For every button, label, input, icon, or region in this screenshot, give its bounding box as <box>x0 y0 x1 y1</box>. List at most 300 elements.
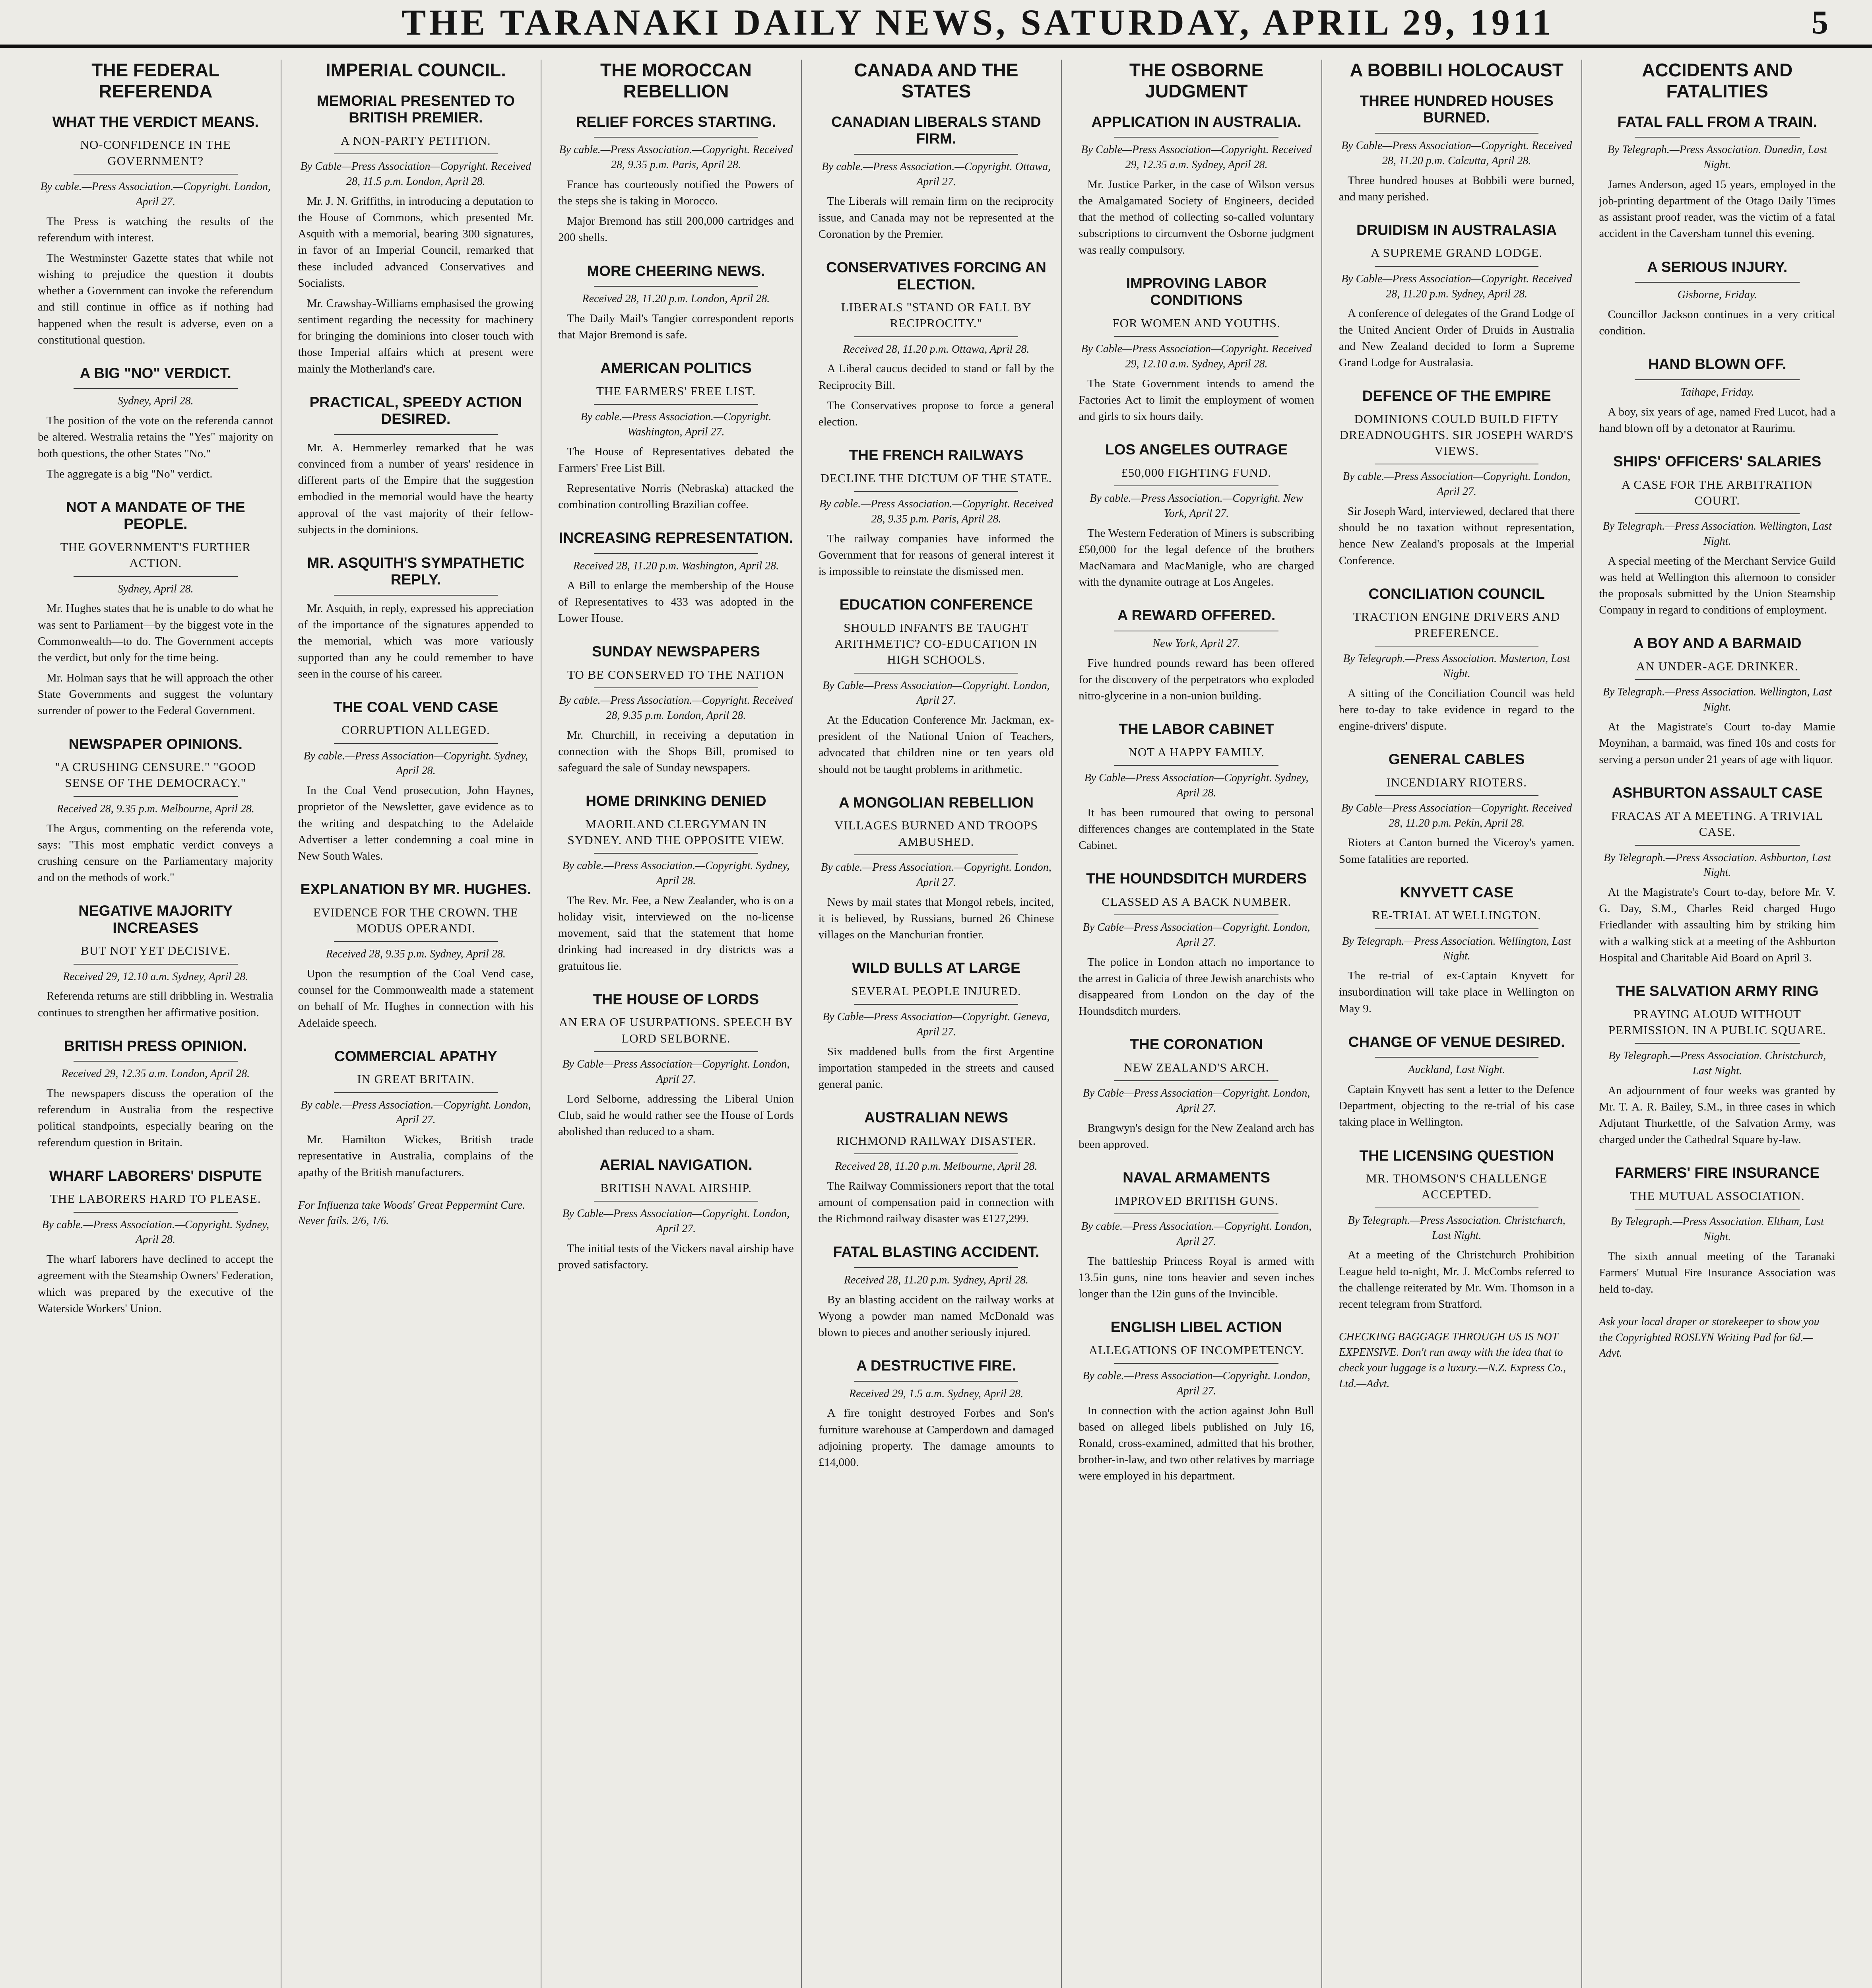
article-paragraph: Five hundred pounds reward has been offered for the discovery of the perpetrators who exploded nitro-glycerine in a non-union building. <box>1079 656 1314 703</box>
article-heading: COMMERCIAL APATHY <box>334 1048 497 1064</box>
article-subheading: BUT NOT YET DECISIVE. <box>81 944 231 958</box>
article-paragraph: In connection with the action against John Bull based on alleged libels published on July 16, Ronald, cross-examined, admitted that his brother, brother-in-law, and two other relatives by marriage were employed in his department. <box>1079 1404 1314 1483</box>
article <box>1079 275 1314 425</box>
article <box>558 530 794 627</box>
divider <box>594 853 758 854</box>
dateline: Received 28, 9.35 p.m. Melbourne, April 28. <box>56 802 254 815</box>
dateline: By Cable—Press Association—Copyright. London, April 27. <box>562 1207 790 1235</box>
article-paragraph: The aggregate is a big "No" verdict. <box>47 467 213 480</box>
article <box>819 1244 1054 1341</box>
dateline: By Cable—Press Association—Copyright. Geneva, April 27. <box>823 1010 1050 1038</box>
article-subheading: FOR WOMEN AND YOUTHS. <box>1112 316 1280 330</box>
article <box>298 93 534 377</box>
article-paragraph: The House of Representatives debated the Farmers' Free List Bill. <box>558 445 794 474</box>
dateline: By cable.—Press Association.—Copyright. New York, April 27. <box>1090 492 1303 520</box>
article-heading: ENGLISH LIBEL ACTION <box>1110 1319 1282 1336</box>
article <box>1599 784 1835 966</box>
divider <box>74 388 238 389</box>
article-paragraph: The Western Federation of Miners is subscribing £50,000 for the legal defence of the brothers MacNamara and MacManigle, who are charged with the dynamite outrage at Los Angeles. <box>1079 526 1314 589</box>
article-heading: CANADIAN LIBERALS STAND FIRM. <box>831 113 1041 147</box>
article-paragraph: Mr. Hamilton Wickes, British trade representative in Australia, complains of the apathy of the British manufacturers. <box>298 1133 534 1179</box>
article-heading: PRACTICAL, SPEEDY ACTION DESIRED. <box>309 394 522 427</box>
dateline: By Telegraph.—Press Association. Masterton, Last Night. <box>1343 652 1570 680</box>
article-paragraph: At a meeting of the Christchurch Prohibition League held to-night, Mr. J. McCombs referred to the challenge reiterated by Mr. Wm. Thomson in a recent telegram from Stratford. <box>1339 1248 1575 1310</box>
article <box>1339 93 1575 205</box>
article-heading: EDUCATION CONFERENCE <box>839 596 1033 613</box>
article-heading: A BOY AND A BARMAID <box>1633 635 1802 652</box>
column-headline: THE OSBORNE JUDGMENT <box>1129 60 1264 101</box>
dateline: Received 28, 11.20 p.m. Melbourne, April 28. <box>835 1160 1038 1173</box>
article <box>558 263 794 344</box>
article <box>38 1038 274 1151</box>
article-heading: MEMORIAL PRESENTED TO BRITISH PREMIER. <box>316 92 515 126</box>
article-paragraph: The Railway Commissioners report that the total amount of compensation paid in connection with the Richmond railway disaster was £127,299. <box>818 1179 1054 1225</box>
article <box>558 1157 794 1273</box>
article-paragraph: The police in London attach no importance to the arrest in Galicia of three Jewish anarchists who disappeared from London on the day of the Houndsditch murders. <box>1079 955 1314 1018</box>
article-paragraph: Mr. Churchill, in receiving a deputation in connection with the Shops Bill, promised to safeguard the sale of Sunday newspapers. <box>558 728 794 775</box>
article-paragraph: Representative Norris (Nebraska) attacked the combination controlling Brazilian coffee. <box>558 482 794 511</box>
divider <box>1635 845 1800 846</box>
article-heading: SUNDAY NEWSPAPERS <box>592 643 760 660</box>
divider <box>854 854 1018 855</box>
article-subheading: CORRUPTION ALLEGED. <box>341 723 490 737</box>
article <box>558 643 794 776</box>
article <box>558 991 794 1140</box>
dateline: By cable.—Press Association.—Copyright. London, April 27. <box>1081 1220 1312 1248</box>
article-paragraph: A conference of delegates of the Grand Lodge of the United Ancient Order of Druids in Australia and New Zealand decided to form a Supreme Grand Lodge for Australasia. <box>1339 307 1575 369</box>
article-paragraph: Mr. A. Hemmerley remarked that he was convinced from a number of years' residence in different parts of the Empire that the suggestion embodied in the memorial would have the hearty approval of the vast majority of their fellow-subjects in the dominions. <box>298 441 534 536</box>
divider <box>854 1153 1018 1154</box>
divider <box>334 1092 498 1093</box>
article-heading: SHIPS' OFFICERS' SALARIES <box>1613 453 1822 470</box>
advertisement: Ask your local draper or storekeeper to show you the Copyrighted ROSLYN Writing Pad for 6d.—Advt. <box>1599 1316 1820 1359</box>
dateline: By cable.—Press Association.—Copyright. Ottawa, April 27. <box>821 160 1051 188</box>
article <box>1339 388 1575 569</box>
article-subheading: IMPROVED BRITISH GUNS. <box>1114 1193 1278 1208</box>
article-paragraph: Major Bremond has still 200,000 cartridges and 200 shells. <box>558 215 794 244</box>
divider <box>74 1061 238 1062</box>
article-heading: AMERICAN POLITICS <box>600 360 752 377</box>
dateline: Received 29, 12.10 a.m. Sydney, April 28. <box>63 970 248 983</box>
article-heading: LOS ANGELES OUTRAGE <box>1105 441 1288 458</box>
dateline: By cable.—Press Association.—Copyright. London, April 27. <box>301 1099 531 1126</box>
article <box>298 1048 534 1181</box>
article-subheading: SEVERAL PEOPLE INJURED. <box>851 984 1021 998</box>
divider <box>1114 1363 1278 1364</box>
divider <box>594 404 758 405</box>
dateline: By Cable—Press Association—Copyright. London, April 27. <box>562 1058 790 1085</box>
article-subheading: A CASE FOR THE ARBITRATION COURT. <box>1621 477 1813 507</box>
article-subheading: THE LABORERS HARD TO PLEASE. <box>50 1192 261 1206</box>
divider <box>594 687 758 688</box>
article <box>1079 441 1314 590</box>
article-heading: FATAL BLASTING ACCIDENT. <box>833 1244 1040 1260</box>
dateline: Received 28, 11.20 p.m. Washington, April 28. <box>573 559 779 572</box>
article-paragraph: Mr. J. N. Griffiths, in introducing a deputation to the House of Commons, which presented Mr. Asquith with a memorial, bearing 300 signatures, in favor of an Imperial Council, remarked that these included advanced Conservatives and Socialists. <box>298 194 534 289</box>
article-heading: HOME DRINKING DENIED <box>586 793 766 810</box>
dateline: Taihape, Friday. <box>1680 386 1754 398</box>
dateline: Received 28, 11.20 p.m. Ottawa, April 28. <box>843 343 1030 355</box>
dateline: By Cable—Press Association—Copyright. London, April 27. <box>1082 1087 1310 1114</box>
article-heading: THE CORONATION <box>1130 1036 1263 1053</box>
article-subheading: A SUPREME GRAND LODGE. <box>1371 246 1543 260</box>
article-paragraph: A Liberal caucus decided to stand or fall by the Reciprocity Bill. <box>818 362 1054 392</box>
article-heading: CONSERVATIVES FORCING AN ELECTION. <box>826 259 1046 293</box>
divider <box>1635 679 1800 680</box>
article-heading: THE HOUNDSDITCH MURDERS <box>1086 870 1307 887</box>
dateline: By cable.—Press Association.—Copyright. London, April 27. <box>821 861 1051 889</box>
article-subheading: NO-CONFIDENCE IN THE GOVERNMENT? <box>80 138 231 168</box>
dateline: Sydney, April 28. <box>117 395 194 408</box>
article <box>1599 635 1835 768</box>
divider <box>74 796 238 797</box>
divider <box>1114 1080 1278 1081</box>
article-paragraph: France has courteously notified the Powers of the steps she is taking in Morocco. <box>558 178 794 208</box>
article-paragraph: The initial tests of the Vickers naval airship have proved satisfactory. <box>558 1242 794 1271</box>
article-paragraph: At the Magistrate's Court to-day, before Mr. V. G. Day, S.M., Charles Reid charged Hugo Friedlander with assaulting him by striking him with a walking stick at a meeting of the Ashburton Hospital and Charitable Aid Board on April 3. <box>1599 886 1835 964</box>
newspaper-title: THE TARANAKI DAILY NEWS, SATURDAY, APRIL 29, 1911 <box>402 2 1554 43</box>
article-paragraph: The re-trial of ex-Captain Knyvett for insubordination will take place in Wellington on May 9. <box>1339 969 1575 1015</box>
divider <box>594 1201 758 1202</box>
column-headline: A BOBBILI HOLOCAUST <box>1350 60 1564 80</box>
article <box>38 903 274 1021</box>
article-subheading: A NON-PARTY PETITION. <box>341 133 491 148</box>
divider <box>1635 137 1800 138</box>
article-subheading: AN ERA OF USURPATIONS. SPEECH BY LORD SELBORNE. <box>559 1015 793 1045</box>
article-heading: THE SALVATION ARMY RING <box>1616 982 1819 999</box>
article-heading: NOT A MANDATE OF THE PEOPLE. <box>66 499 245 532</box>
article-paragraph: The Daily Mail's Tangier correspondent reports that Major Bremond is safe. <box>558 312 794 342</box>
article-paragraph: A sitting of the Conciliation Council was held here to-day to take evidence in regard to the engine-drivers' dispute. <box>1339 687 1575 732</box>
article <box>1079 721 1314 854</box>
article-heading: CHANGE OF VENUE DESIRED. <box>1348 1033 1565 1050</box>
dateline: By Cable—Press Association—Copyright. Received 28, 11.20 p.m. Calcutta, April 28. <box>1341 139 1572 167</box>
article-heading: GENERAL CABLES <box>1388 751 1525 768</box>
article-heading: A DESTRUCTIVE FIRE. <box>856 1357 1016 1374</box>
news-column <box>1339 60 1583 1988</box>
dateline: By Telegraph.—Press Association. Wellington, Last Night. <box>1602 520 1832 547</box>
article-heading: BRITISH PRESS OPINION. <box>64 1037 247 1054</box>
article <box>1599 356 1835 437</box>
article-paragraph: The Westminster Gazette states that while not wishing to prejudice the question it doubts whether a Government can invoke the referendum and still continue in office as if nothing had happened when the result is adverse, even on a constitutional question. <box>38 251 274 346</box>
article-paragraph: By an blasting accident on the railway works at Wyong a powder man named McDonald was blown to pieces and another seriously injured. <box>818 1293 1054 1339</box>
article <box>558 793 794 975</box>
article-heading: THE COAL VEND CASE <box>333 699 499 715</box>
article <box>1339 751 1575 868</box>
article <box>38 1168 274 1317</box>
article-subheading: EVIDENCE FOR THE CROWN. THE MODUS OPERANDI. <box>313 905 518 935</box>
dateline: By cable.—Press Association.—Copyright. Sydney, April 28. <box>42 1218 270 1246</box>
divider <box>854 491 1018 492</box>
article <box>38 499 274 719</box>
article-paragraph: Rioters at Canton burned the Viceroy's yamen. Some fatalities are reported. <box>1339 836 1575 866</box>
article-subheading: RE-TRIAL AT WELLINGTON. <box>1372 908 1541 922</box>
news-column <box>1079 60 1322 1988</box>
article <box>298 699 534 864</box>
article-paragraph: Referenda returns are still dribbling in. Westralia continues to strengthen her affirmative position. <box>38 990 274 1019</box>
divider <box>1114 336 1278 337</box>
dateline: By cable.—Press Association.—Copyright. Washington, April 27. <box>580 411 772 438</box>
article-heading: EXPLANATION BY MR. HUGHES. <box>300 881 532 898</box>
article-paragraph: Captain Knyvett has sent a letter to the Defence Department, objecting to the re-trial of his case taking place in Wellington. <box>1339 1083 1575 1129</box>
dateline: By cable.—Press Association.—Copyright. Received 28, 9.35 p.m. Paris, April 28. <box>559 144 793 171</box>
article <box>1079 1319 1314 1484</box>
article <box>819 259 1054 430</box>
dateline: By Telegraph.—Press Association. Dunedin, Last Night. <box>1607 144 1827 171</box>
column-headline: ACCIDENTS AND FATALITIES <box>1642 60 1793 101</box>
article-paragraph: Mr. Asquith, in reply, expressed his appreciation of the importance of the signatures appended to the memorial, which was more variously supported than any he could remember to have seen in the course of his career. <box>298 602 534 680</box>
dateline: By Telegraph.—Press Association. Wellington, Last Night. <box>1342 935 1571 963</box>
dateline: New York, April 27. <box>1152 637 1240 650</box>
article <box>1079 1169 1314 1302</box>
dateline: By Cable—Press Association—Copyright. London, April 27. <box>823 679 1050 707</box>
columns <box>38 60 1843 1988</box>
article-subheading: LIBERALS "STAND OR FALL BY RECIPROCITY." <box>841 300 1032 330</box>
article-heading: HAND BLOWN OFF. <box>1648 356 1787 373</box>
article <box>1339 222 1575 371</box>
article-paragraph: The wharf laborers have declined to accept the agreement with the Steamship Owners' Federation, which was prepared by the executive of the Waterside Workers' Union. <box>38 1253 274 1315</box>
article-paragraph: The newspapers discuss the operation of the referendum in Australia from the respective political standpoints, especially bearing on the referendum question in Britain. <box>38 1087 274 1149</box>
article <box>1599 1165 1835 1297</box>
article-heading: NAVAL ARMAMENTS <box>1123 1169 1270 1186</box>
divider <box>1375 928 1539 929</box>
article <box>819 114 1054 243</box>
dateline: By Cable—Press Association—Copyright. Received 28, 11.20 p.m. Sydney, April 28. <box>1341 272 1572 300</box>
article-subheading: DECLINE THE DICTUM OF THE STATE. <box>820 471 1052 485</box>
dateline: By Telegraph.—Press Association. Christchurch, Last Night. <box>1608 1050 1826 1077</box>
article-subheading: BRITISH NAVAL AIRSHIP. <box>600 1180 752 1195</box>
dateline: Received 28, 9.35 p.m. Sydney, April 28. <box>326 948 506 961</box>
article-paragraph: The sixth annual meeting of the Taranaki Farmers' Mutual Fire Insurance Association was held to-day. <box>1599 1250 1835 1296</box>
article-subheading: THE MUTUAL ASSOCIATION. <box>1630 1188 1805 1203</box>
article-heading: AERIAL NAVIGATION. <box>599 1157 753 1173</box>
article <box>298 881 534 1031</box>
article-paragraph: Brangwyn's design for the New Zealand arch has been approved. <box>1079 1121 1314 1151</box>
article-paragraph: Six maddened bulls from the first Argentine importation stampeded in the streets and caused general panic. <box>818 1045 1054 1091</box>
news-column <box>38 60 281 1988</box>
article <box>1599 259 1835 340</box>
article-heading: APPLICATION IN AUSTRALIA. <box>1091 113 1302 130</box>
article-subheading: CLASSED AS A BACK NUMBER. <box>1101 894 1292 909</box>
article-paragraph: The position of the vote on the referenda cannot be altered. Westralia retains the "Yes" majority on both questions, the other States "No." <box>38 414 274 460</box>
article <box>298 555 534 682</box>
divider <box>854 154 1018 155</box>
divider <box>74 576 238 577</box>
article-paragraph: An adjournment of four weeks was granted by Mr. T. A. R. Bailey, S.M., in three cases in which Adjutant Thurkettle, of the Salvation Army, was charged under the Cathedral Square by-law. <box>1599 1084 1835 1146</box>
article-heading: FATAL FALL FROM A TRAIN. <box>1617 113 1817 130</box>
divider <box>1114 765 1278 766</box>
article-paragraph: At the Education Conference Mr. Jackman, ex-president of the National Union of Teachers, advocated that children nine or ten years old should not be taught problems in arithmetic. <box>818 714 1054 776</box>
news-column <box>558 60 802 1988</box>
article-heading: DEFENCE OF THE EMPIRE <box>1362 388 1551 404</box>
article <box>819 447 1054 580</box>
article-heading: CONCILIATION COUNCIL <box>1368 585 1545 602</box>
divider <box>854 1381 1018 1382</box>
article <box>38 365 274 482</box>
article-heading: A SERIOUS INJURY. <box>1647 258 1788 275</box>
news-column <box>1599 60 1843 1988</box>
divider <box>334 434 498 435</box>
article-heading: ASHBURTON ASSAULT CASE <box>1612 784 1823 801</box>
dateline: By Cable—Press Association—Copyright. London, April 27. <box>1082 921 1310 949</box>
dateline: By Cable—Press Association—Copyright. Sydney, April 28. <box>1084 772 1309 799</box>
article <box>819 960 1054 1093</box>
dateline: By Cable—Press Association—Copyright. Received 28, 11.20 p.m. Pekin, April 28. <box>1341 802 1572 829</box>
divider <box>334 153 498 154</box>
dateline: By Telegraph.—Press Association. Christchurch, Last Night. <box>1348 1214 1565 1242</box>
divider <box>74 1212 238 1213</box>
article-paragraph: The Liberals will remain firm on the reciprocity issue, and Canada may not be represented at the Coronation by the Premier. <box>818 195 1054 241</box>
article-heading: KNYVETT CASE <box>1400 884 1514 901</box>
column-headline: THE FEDERAL REFERENDA <box>91 60 220 101</box>
article <box>819 596 1054 778</box>
article-subheading: THE GOVERNMENT'S FURTHER ACTION. <box>60 540 251 570</box>
article-subheading: RICHMOND RAILWAY DISASTER. <box>836 1133 1036 1147</box>
column-headline: THE MOROCCAN REBELLION <box>600 60 752 101</box>
dateline: Received 29, 12.35 a.m. London, April 28. <box>61 1068 250 1080</box>
news-column <box>298 60 542 1988</box>
article-subheading: AN UNDER-AGE DRINKER. <box>1636 659 1798 673</box>
article-paragraph: News by mail states that Mongol rebels, incited, it is believed, by Russians, burned 26 Chinese villages on the Manchurian frontier. <box>818 895 1054 941</box>
divider <box>1375 1057 1539 1058</box>
article-paragraph: A boy, six years of age, named Fred Lucot, had a hand blown off by a detonator at Raurimu. <box>1599 405 1835 435</box>
article <box>558 114 794 246</box>
article-subheading: THE FARMERS' FREE LIST. <box>596 384 756 398</box>
article-paragraph: At the Magistrate's Court to-day Mamie Moynihan, a barmaid, was fined 10s and costs for serving a person under 21 years of age with liquor. <box>1599 720 1835 766</box>
article-paragraph: The battleship Princess Royal is armed with 13.5in guns, nine tons heavier and seven inches longer than the 12in guns of the Invincible. <box>1079 1254 1314 1300</box>
divider <box>854 673 1018 674</box>
divider <box>1114 914 1278 915</box>
dateline: Gisborne, Friday. <box>1677 289 1757 301</box>
article-subheading: VILLAGES BURNED AND TROOPS AMBUSHED. <box>834 818 1038 848</box>
article-subheading: IN GREAT BRITAIN. <box>357 1072 475 1086</box>
article <box>1339 586 1575 734</box>
article-subheading: £50,000 FIGHTING FUND. <box>1121 465 1271 480</box>
article-heading: THE HOUSE OF LORDS <box>593 991 759 1008</box>
dateline: Received 28, 11.20 p.m. London, April 28. <box>582 293 770 305</box>
dateline: By cable.—Press Association.—Copyright. London, April 27. <box>40 180 271 208</box>
divider <box>1635 1043 1800 1044</box>
dateline: By cable.—Press Association.—Copyright. Sydney, April 28. <box>562 860 790 887</box>
article-heading: MR. ASQUITH'S SYMPATHETIC REPLY. <box>307 554 525 588</box>
dateline: By cable.—Press Association—Copyright. London, April 27. <box>1342 470 1571 498</box>
article <box>1339 1034 1575 1131</box>
divider <box>594 286 758 287</box>
column-headline: CANADA AND THE STATES <box>854 60 1018 101</box>
divider <box>854 1267 1018 1268</box>
advertisement: For Influenza take Woods' Great Peppermint Cure. Never fails. 2/6, 1/6. <box>298 1199 525 1227</box>
article-heading: WHAT THE VERDICT MEANS. <box>52 113 259 130</box>
divider <box>1375 133 1539 134</box>
article-paragraph: Mr. Crawshay-Williams emphasised the growing sentiment regarding the necessity for machinery for bringing the dominions into closer touch with those Imperial affairs which at present were mainly the Motherland's care. <box>298 297 534 375</box>
article <box>1339 1147 1575 1312</box>
article-heading: WILD BULLS AT LARGE <box>852 960 1020 977</box>
advertisement: CHECKING BAGGAGE THROUGH US IS NOT EXPENSIVE. Don't run away with the idea that to check your luggage is a luxury.—N.Z. Express Co., Ltd.—Advt. <box>1339 1331 1566 1390</box>
article <box>298 394 534 538</box>
divider <box>854 336 1018 337</box>
article-paragraph: A Bill to enlarge the membership of the House of Representatives to 433 was adopted in the Lower House. <box>558 579 794 625</box>
article-paragraph: A fire tonight destroyed Forbes and Son's furniture warehouse at Camperdown and damaged adjoining property. The damage amounts to £14,000. <box>818 1407 1054 1469</box>
article-paragraph: The State Government intends to amend the Factories Act to limit the employment of women and girls to six hours daily. <box>1079 377 1314 423</box>
article-subheading: INCENDIARY RIOTERS. <box>1386 775 1527 789</box>
article <box>819 794 1054 943</box>
article-heading: THREE HUNDRED HOUSES BURNED. <box>1360 92 1554 126</box>
article-paragraph: Three hundred houses at Bobbili were burned, and many perished. <box>1339 174 1575 203</box>
article-heading: INCREASING REPRESENTATION. <box>559 530 793 546</box>
dateline: By cable.—Press Association.—Copyright. Received 28, 9.35 p.m. London, April 28. <box>559 694 793 722</box>
article-paragraph: The Conservatives propose to force a general election. <box>818 399 1054 428</box>
divider <box>594 1051 758 1052</box>
article <box>1599 453 1835 618</box>
article-subheading: TO BE CONSERVED TO THE NATION <box>567 667 785 681</box>
divider <box>1635 282 1800 283</box>
article-subheading: SHOULD INFANTS BE TAUGHT ARITHMETIC? CO-EDUCATION IN HIGH SCHOOLS. <box>834 620 1038 667</box>
divider <box>74 174 238 175</box>
divider <box>1375 266 1539 267</box>
divider <box>1635 513 1800 514</box>
article-subheading: ALLEGATIONS OF INCOMPETENCY. <box>1088 1343 1304 1357</box>
article-paragraph: Upon the resumption of the Coal Vend case, counsel for the Commonwealth made a statement on behalf of Mr. Hughes in connection with his Adelaide speech. <box>298 967 534 1029</box>
dateline: By Cable—Press Association—Copyright. Received 28, 11.5 p.m. London, April 28. <box>300 160 531 188</box>
article-subheading: MAORILAND CLERGYMAN IN SYDNEY. AND THE OPPOSITE VIEW. <box>567 817 785 847</box>
article-paragraph: In the Coal Vend prosecution, John Haynes, proprietor of the Newsletter, gave evidence as to the writing and despatching to the Adelaide Advertiser a letter condemning a coal mine in New South Wales. <box>298 784 534 862</box>
divider <box>854 1004 1018 1005</box>
article-heading: DRUIDISM IN AUSTRALASIA <box>1356 221 1557 238</box>
dateline: Auckland, Last Night. <box>1408 1064 1505 1076</box>
article <box>1079 607 1314 704</box>
divider <box>594 553 758 554</box>
article <box>558 360 794 513</box>
article-paragraph: A special meeting of the Merchant Service Guild was held at Wellington this afternoon to consider the proposals submitted by the Union Steamship Company in regard to conditions of employment. <box>1599 554 1835 617</box>
divider <box>334 941 498 942</box>
article-paragraph: Councillor Jackson continues in a very critical condition. <box>1599 308 1835 338</box>
article-heading: NEWSPAPER OPINIONS. <box>68 736 242 752</box>
article-heading: NEGATIVE MAJORITY INCREASES <box>78 903 233 936</box>
article-subheading: NEW ZEALAND'S ARCH. <box>1123 1060 1269 1074</box>
article-subheading: NOT A HAPPY FAMILY. <box>1128 745 1265 759</box>
article <box>1079 114 1314 258</box>
dateline: By cable.—Press Association.—Copyright. Received 28, 9.35 p.m. Paris, April 28. <box>819 498 1053 525</box>
article-heading: RELIEF FORCES STARTING. <box>576 113 776 130</box>
dateline: By Cable—Press Association—Copyright. Received 29, 12.35 a.m. Sydney, April 28. <box>1081 144 1312 171</box>
article-paragraph: Mr. Justice Parker, in the case of Wilson versus the Amalgamated Society of Engineers, decided that the method of collecting so-called voluntary subscriptions to circumvent the Osborne judgment was really compulsory. <box>1079 178 1314 256</box>
article <box>38 736 274 886</box>
divider <box>74 964 238 965</box>
article-paragraph: The Press is watching the results of the referendum with interest. <box>38 215 274 244</box>
dateline: By Telegraph.—Press Association. Wellington, Last Night. <box>1602 686 1832 714</box>
article-paragraph: Sir Joseph Ward, interviewed, declared that there should be no taxation without representation, hence New Zealand's proposals at the Imperial Conference. <box>1339 505 1575 567</box>
article <box>1079 1036 1314 1153</box>
divider <box>1114 137 1278 138</box>
article-paragraph: The railway companies have informed the Government that for reasons of general interest it is impossible to reinstate the dismissed men. <box>818 532 1054 578</box>
article-heading: WHARF LABORERS' DISPUTE <box>49 1167 262 1184</box>
article-heading: MORE CHEERING NEWS. <box>587 262 765 279</box>
article-heading: A REWARD OFFERED. <box>1117 607 1276 624</box>
column-headline: IMPERIAL COUNCIL. <box>325 60 506 80</box>
divider <box>1635 379 1800 380</box>
article <box>1599 983 1835 1148</box>
article-paragraph: It has been rumoured that owing to personal differences changes are contemplated in the State Cabinet. <box>1079 806 1314 852</box>
article <box>819 1357 1054 1471</box>
dateline: Received 29, 1.5 a.m. Sydney, April 28. <box>849 1387 1024 1400</box>
article-heading: AUSTRALIAN NEWS <box>864 1109 1008 1126</box>
article-subheading: DOMINIONS COULD BUILD FIFTY DREADNOUGHTS. SIR JOSEPH WARD'S VIEWS. <box>1339 412 1574 458</box>
page-number: 5 <box>1812 4 1828 41</box>
article-heading: A MONGOLIAN REBELLION <box>839 794 1034 811</box>
dateline: By cable.—Press Association—Copyright. London, April 27. <box>1082 1369 1310 1397</box>
article-heading: A BIG "NO" VERDICT. <box>80 365 231 381</box>
article-heading: THE FRENCH RAILWAYS <box>849 447 1024 464</box>
